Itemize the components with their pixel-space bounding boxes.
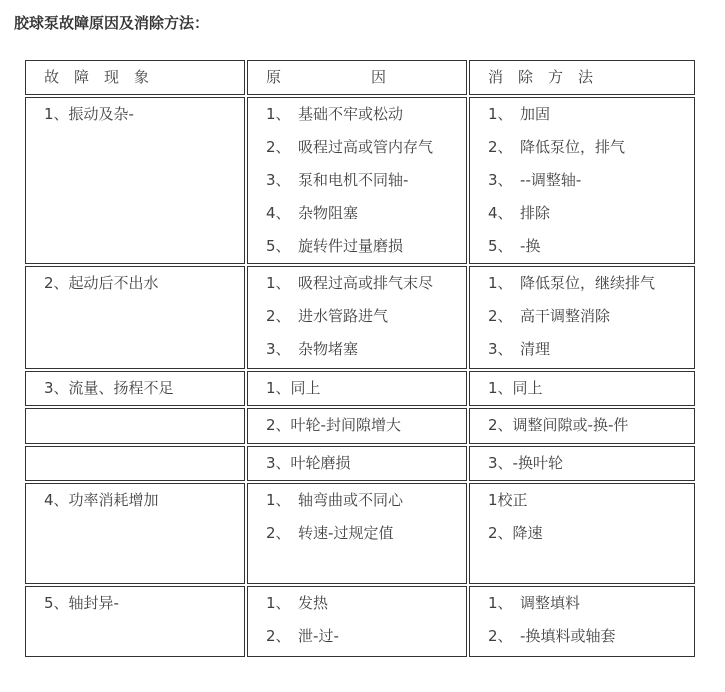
remedy-item: 4、 排除	[488, 204, 551, 222]
remedy-item: 2、 -换填料或轴套	[488, 627, 616, 645]
phenomenon-cell	[25, 586, 245, 657]
remedy-cell	[469, 97, 695, 264]
phenomenon-cell	[25, 97, 245, 264]
remedy-item: 2、 高干调整消除	[488, 307, 611, 325]
cause-cell	[247, 97, 467, 264]
cause-item: 5、 旋转件过量磨损	[266, 237, 404, 255]
remedy-item: 5、 -换	[488, 237, 541, 255]
phenomenon-text: 1、振动及杂-	[44, 105, 134, 123]
remedy-cell	[469, 371, 695, 406]
cause-item: 1、 吸程过高或排气末尽	[266, 274, 434, 292]
table-row	[25, 586, 695, 657]
cause-item: 3、叶轮磨损	[266, 454, 351, 472]
cause-item: 3、 杂物堵塞	[266, 340, 359, 358]
remedy-item: 2、降速	[488, 524, 543, 542]
remedy-item: 1、同上	[488, 379, 543, 397]
table-row	[25, 371, 695, 406]
cause-item: 2、叶轮-封间隙增大	[266, 416, 401, 434]
table-header-row	[25, 60, 695, 95]
cause-cell	[247, 408, 467, 444]
phenomenon-cell	[25, 446, 245, 481]
table-row	[25, 97, 695, 264]
header-label: 消 除 方 法	[488, 68, 594, 86]
header-cause	[247, 60, 467, 95]
remedy-cell	[469, 408, 695, 444]
phenomenon-cell	[25, 483, 245, 584]
cause-item: 1、 基础不牢或松动	[266, 105, 404, 123]
remedy-item: 3、 清理	[488, 340, 551, 358]
header-phenomenon	[25, 60, 245, 95]
remedy-cell	[469, 446, 695, 481]
phenomenon-text: 3、流量、扬程不足	[44, 379, 174, 397]
table-row	[25, 408, 695, 444]
table-row	[25, 446, 695, 481]
cause-item: 1、 发热	[266, 594, 329, 612]
remedy-item: 2、 降低泵位，排气	[488, 138, 626, 156]
cause-cell	[247, 266, 467, 369]
remedy-item: 1、 降低泵位，继续排气	[488, 274, 656, 292]
phenomenon-cell	[25, 371, 245, 406]
header-label: 原 因	[266, 68, 387, 86]
cause-item: 2、 泄-过-	[266, 627, 339, 645]
cause-item: 2、 吸程过高或管内存气	[266, 138, 434, 156]
remedy-cell	[469, 483, 695, 584]
cause-item: 2、 进水管路进气	[266, 307, 389, 325]
remedy-item: 1校正	[488, 491, 528, 509]
remedy-item: 1、 加固	[488, 105, 551, 123]
remedy-cell	[469, 586, 695, 657]
table-row	[25, 483, 695, 584]
cause-cell	[247, 586, 467, 657]
phenomenon-text: 4、功率消耗增加	[44, 491, 159, 509]
remedy-item: 1、 调整填料	[488, 594, 581, 612]
page-title: 胶球泵故障原因及消除方法：	[14, 14, 210, 32]
phenomenon-text: 5、轴封异-	[44, 594, 119, 612]
cause-item: 1、同上	[266, 379, 321, 397]
cause-item: 2、 转速-过规定值	[266, 524, 394, 542]
table-row	[25, 266, 695, 369]
remedy-item: 2、调整间隙或-换-件	[488, 416, 629, 434]
cause-cell	[247, 371, 467, 406]
fault-table	[23, 58, 697, 659]
phenomenon-text: 2、起动后不出水	[44, 274, 159, 292]
cause-cell	[247, 446, 467, 481]
phenomenon-cell	[25, 408, 245, 444]
cause-item: 1、 轴弯曲或不同心	[266, 491, 404, 509]
cause-item: 3、 泵和电机不同轴-	[266, 171, 409, 189]
header-label: 故 障 现 象	[44, 68, 150, 86]
header-remedy	[469, 60, 695, 95]
cause-cell	[247, 483, 467, 584]
remedy-item: 3、-换叶轮	[488, 454, 563, 472]
remedy-item: 3、 --调整轴-	[488, 171, 582, 189]
remedy-cell	[469, 266, 695, 369]
cause-item: 4、 杂物阻塞	[266, 204, 359, 222]
phenomenon-cell	[25, 266, 245, 369]
